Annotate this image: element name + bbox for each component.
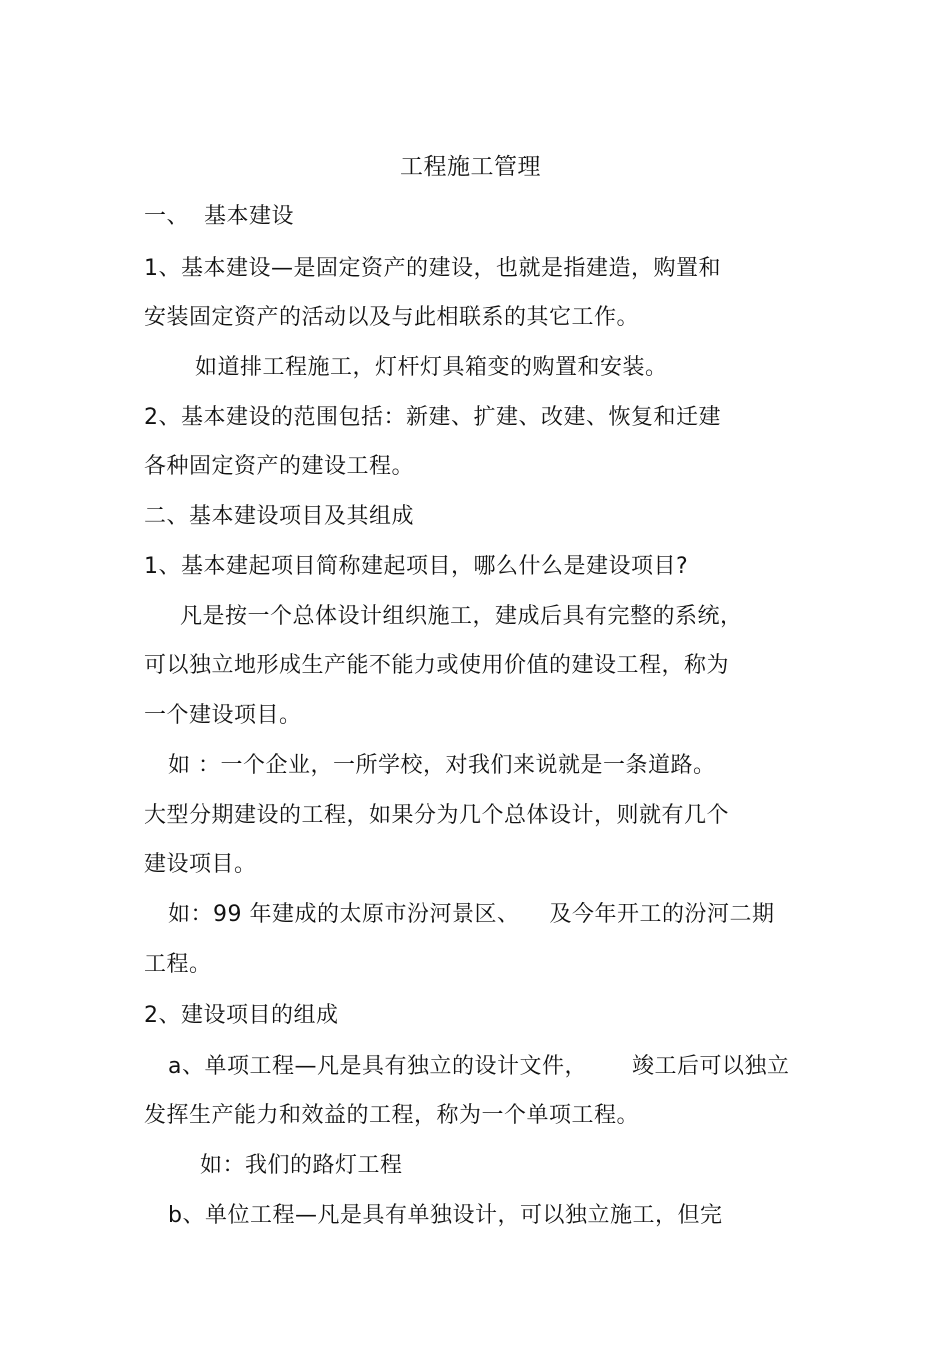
paragraph-line: 一个建设项目。	[144, 703, 302, 728]
example-line: 如：99 年建成的太原市汾河景区、 及今年开工的汾河二期	[168, 902, 775, 927]
example-line: 如 ：一个企业，一所学校，对我们来说就是一条道路。	[168, 753, 716, 778]
paragraph-line: 大型分期建设的工程，如果分为几个总体设计，则就有几个	[144, 803, 730, 828]
paragraph-line: 工程。	[144, 952, 212, 977]
paragraph-line: 发挥生产能力和效益的工程，称为一个单项工程。	[144, 1103, 640, 1128]
paragraph-line: 1、基本建起项目简称建起项目，哪么什么是建设项目?	[144, 554, 689, 579]
example-line: 如道排工程施工，灯杆灯具箱变的购置和安装。	[195, 355, 668, 380]
paragraph-line: 建设项目。	[144, 852, 257, 877]
example-line: 如：我们的路灯工程	[200, 1153, 403, 1178]
paragraph-line: 凡是按一个总体设计组织施工，建成后具有完整的系统，	[180, 604, 743, 629]
paragraph-line: 安装固定资产的活动以及与此相联系的其它工作。	[144, 305, 640, 330]
paragraph-line: b、单位工程—凡是具有单独设计，可以独立施工，但完	[168, 1203, 723, 1228]
section-heading: 2、建设项目的组成	[144, 1003, 339, 1028]
section-heading: 二、基本建设项目及其组成	[144, 504, 415, 529]
section-heading: 一、 基本建设	[144, 204, 294, 229]
paragraph-line: 2、基本建设的范围包括：新建、扩建、改建、恢复和迁建	[144, 405, 721, 430]
paragraph-line: 各种固定资产的建设工程。	[144, 454, 415, 479]
paragraph-line: a、单项工程—凡是具有独立的设计文件， 竣工后可以独立	[168, 1054, 790, 1079]
paragraph-line: 1、基本建设—是固定资产的建设，也就是指建造，购置和	[144, 256, 721, 281]
document-title: 工程施工管理	[400, 154, 541, 180]
paragraph-line: 可以独立地形成生产能不能力或使用价值的建设工程，称为	[144, 653, 730, 678]
